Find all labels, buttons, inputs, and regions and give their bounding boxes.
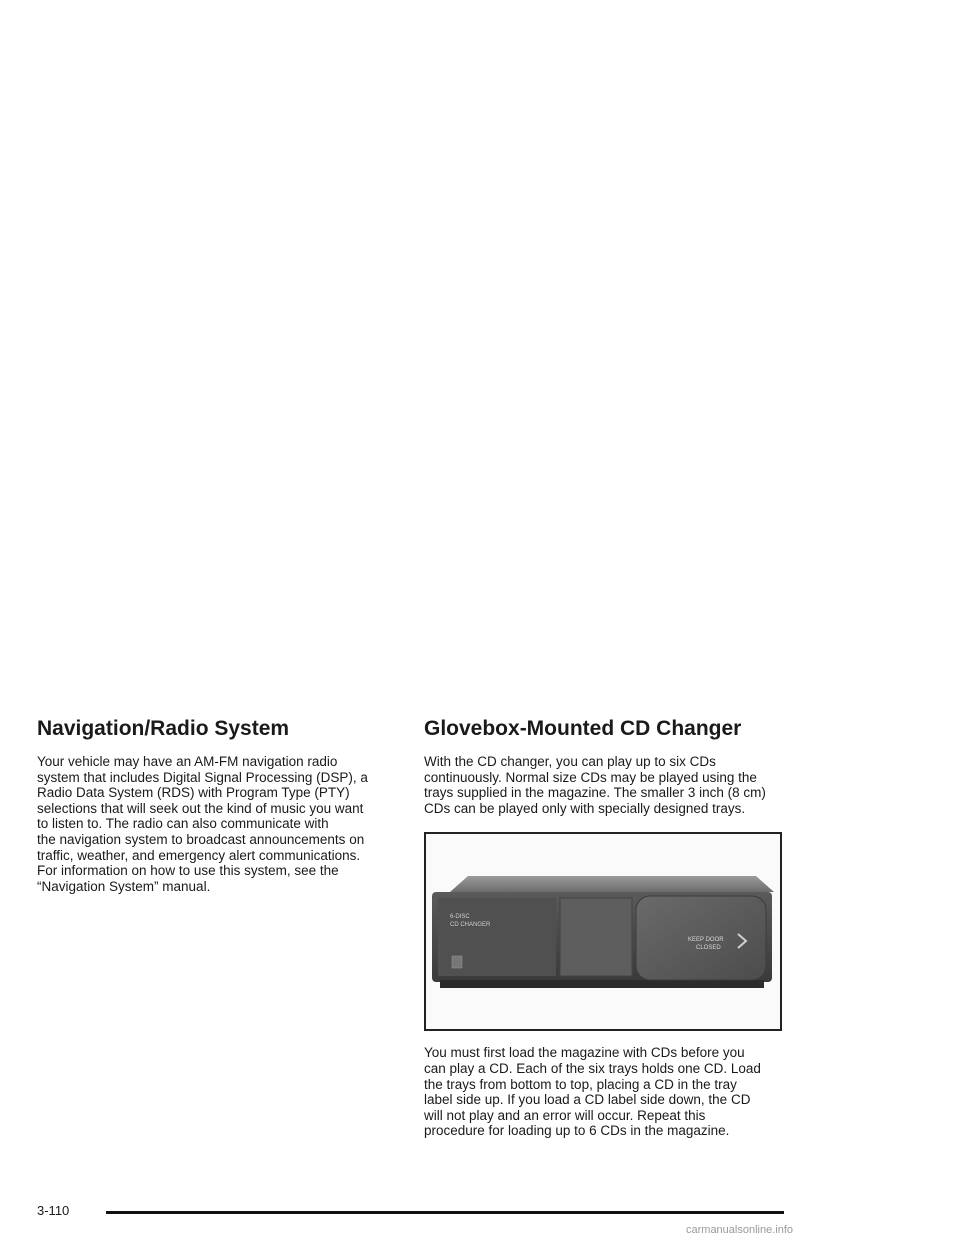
- cd-logo-icon: [452, 956, 462, 968]
- navigation-radio-section: [37, 716, 397, 894]
- cd-changer-illustration: [426, 834, 780, 1029]
- cd-changer-heading: Glovebox-Mounted CD Changer: [424, 717, 742, 740]
- navigation-radio-heading: Navigation/Radio System: [37, 717, 290, 740]
- page-number: 3-110: [37, 1203, 70, 1218]
- changer-label-line2: CD CHANGER: [450, 922, 491, 929]
- navigation-radio-body: Your vehicle may have an AM-FM navigation radio system that includes Digital Signal Processing (DSP), a Radio Data System (RDS) with Program Type (PTY) selections that will seek out the kind of music you want to listen to. The radio can also communicate with the navigation system to broadcast announcements on traffic, weather, and emergency alert communications. For information on how to use this system, see the “Navigation System” manual.: [37, 754, 368, 894]
- middle-slot: [560, 898, 632, 976]
- cd-changer-intro: With the CD changer, you can play up to six CDs continuously. Normal size CDs may be played using the trays supplied in the magazine. The smaller 3 inch (8 cm) CDs can be played only with specially designed trays.: [424, 754, 766, 816]
- door-label-line2: CLOSED: [696, 945, 721, 952]
- door-label-line1: KEEP DOOR: [688, 937, 724, 944]
- unit-top: [450, 876, 774, 892]
- watermark: carmanualsonline.info: [686, 1224, 794, 1236]
- cd-changer-section: [424, 716, 784, 1139]
- cd-changer-body: You must first load the magazine with CDs before you can play a CD. Each of the six trays holds one CD. Load the trays from bottom to top, placing a CD in the tray label side up. If you load a CD label side down, the CD will not play and an error will occur. Repeat this procedure for loading up to 6 CDs in the magazine.: [424, 1045, 761, 1139]
- footer-rule: [106, 1211, 784, 1214]
- unit-bottom-edge: [440, 980, 764, 988]
- cd-changer-photo: [424, 832, 782, 1031]
- changer-label-line1: 6-DISC: [450, 914, 470, 921]
